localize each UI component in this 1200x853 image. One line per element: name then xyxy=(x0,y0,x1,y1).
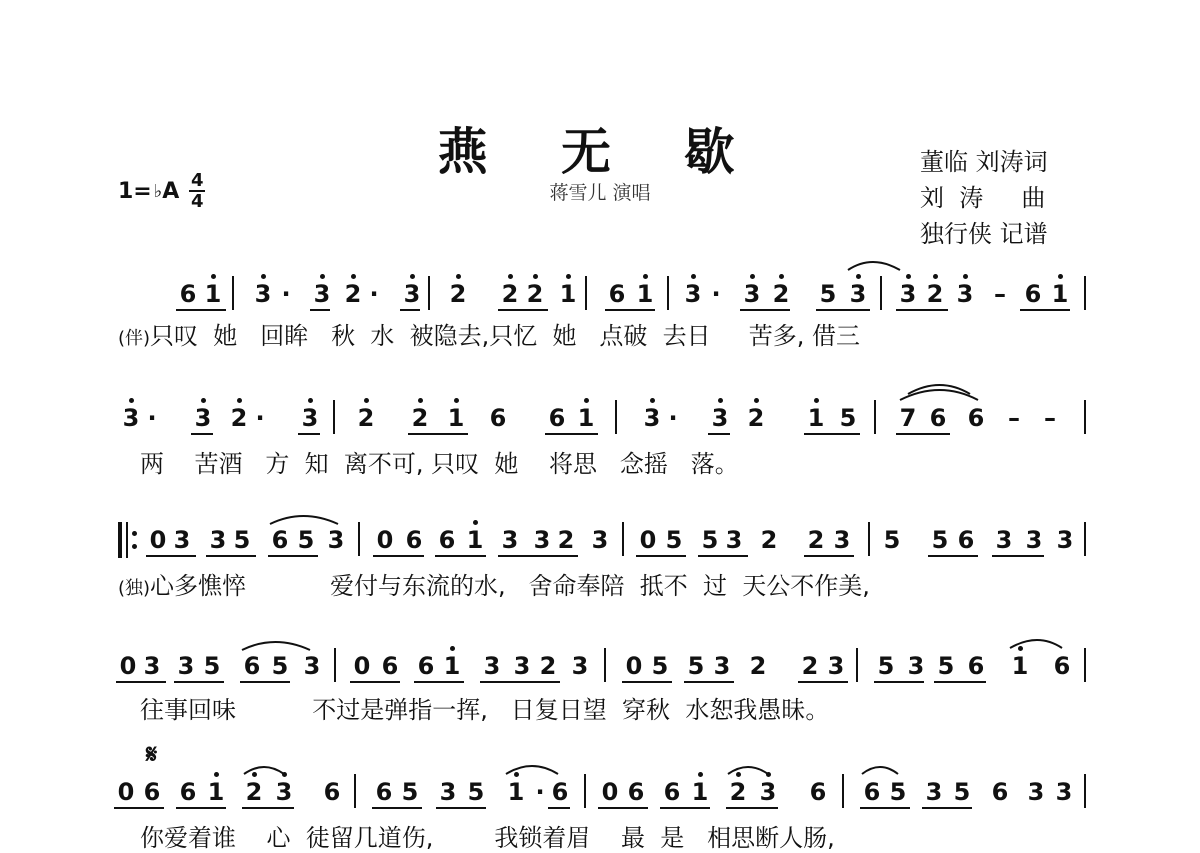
octave-dot xyxy=(698,772,703,777)
octave-dot xyxy=(814,398,819,403)
note: 5 xyxy=(651,652,669,680)
beam-underline xyxy=(804,555,854,557)
note: 5 xyxy=(271,652,289,680)
beam-underline xyxy=(510,681,560,683)
note: 3 xyxy=(327,526,345,554)
barline xyxy=(428,276,430,310)
note: 6 xyxy=(967,404,985,432)
note: 3 xyxy=(956,280,974,308)
octave-dot xyxy=(691,274,696,279)
note: 2 xyxy=(926,280,944,308)
note: 3 xyxy=(254,280,272,308)
note: 0 xyxy=(376,526,394,554)
beam-underline xyxy=(708,433,730,435)
octave-dot xyxy=(766,772,771,777)
barline xyxy=(1084,648,1086,682)
note: 6 xyxy=(323,778,341,806)
note: 6 xyxy=(381,652,399,680)
beam-underline xyxy=(816,309,870,311)
singer-credit: 蒋雪儿 演唱 xyxy=(549,182,651,204)
lyrics-text: 两 苦酒 方 知 离不可, 只叹 她 将思 念摇 落。 xyxy=(140,450,739,478)
note: · xyxy=(535,778,545,806)
beam-underline xyxy=(1020,309,1070,311)
octave-dot xyxy=(533,274,538,279)
beam-underline xyxy=(896,433,950,435)
note: 5 xyxy=(467,778,485,806)
barline xyxy=(880,276,882,310)
note: 2 xyxy=(411,404,429,432)
beam-underline xyxy=(684,681,734,683)
note: 0 xyxy=(117,778,135,806)
barline xyxy=(868,522,870,556)
note: 3 xyxy=(1027,778,1045,806)
note: 2 xyxy=(501,280,519,308)
note: 3 xyxy=(899,280,917,308)
octave-dot xyxy=(364,398,369,403)
note: 7 xyxy=(899,404,917,432)
note: 2 xyxy=(772,280,790,308)
note: 0 xyxy=(625,652,643,680)
note: 3 xyxy=(301,404,319,432)
note: · xyxy=(147,404,157,432)
beam-underline xyxy=(922,807,972,809)
repeat-sign-icon xyxy=(118,522,148,558)
note: 3 xyxy=(403,280,421,308)
note: 5 xyxy=(687,652,705,680)
beam-underline xyxy=(206,555,256,557)
octave-dot xyxy=(718,398,723,403)
time-top: 4 xyxy=(191,170,204,191)
note: 6 xyxy=(417,652,435,680)
octave-dot xyxy=(643,274,648,279)
lyricist-credit: 董临 刘涛词 xyxy=(920,148,1048,176)
time-signature xyxy=(189,172,205,210)
octave-dot xyxy=(418,398,423,403)
note: 6 xyxy=(627,778,645,806)
note: 6 xyxy=(375,778,393,806)
beam-underline xyxy=(726,807,778,809)
note: 3 xyxy=(194,404,212,432)
note: 2 xyxy=(747,404,765,432)
octave-dot xyxy=(320,274,325,279)
tie-arc xyxy=(728,767,768,774)
beam-underline xyxy=(874,681,924,683)
note: 6 xyxy=(929,404,947,432)
octave-dot xyxy=(963,274,968,279)
note: 5 xyxy=(937,652,955,680)
tie-arc xyxy=(848,262,900,270)
beam-underline xyxy=(740,309,790,311)
octave-dot xyxy=(933,274,938,279)
note: 5 xyxy=(665,526,683,554)
note: 1 xyxy=(559,280,577,308)
lyrics-text: 你爱着谁 心 徒留几道伤, 我锁着眉 最 是 相思断人肠, xyxy=(140,824,835,852)
octave-dot xyxy=(201,398,206,403)
beam-underline xyxy=(116,681,166,683)
lyrics-text: 往事回味 不过是弹指一挥, 日复日望 穿秋 水恕我愚昧。 xyxy=(140,696,830,724)
note: 3 xyxy=(439,778,457,806)
note: 6 xyxy=(809,778,827,806)
octave-dot xyxy=(454,398,459,403)
note: 3 xyxy=(1056,526,1074,554)
octave-dot xyxy=(282,772,287,777)
note: 2 xyxy=(357,404,375,432)
beam-underline xyxy=(605,309,655,311)
note: 2 xyxy=(344,280,362,308)
tie-arc xyxy=(244,767,284,774)
note: 5 xyxy=(889,778,907,806)
note: 3 xyxy=(513,652,531,680)
note: 2 xyxy=(230,404,248,432)
beam-underline xyxy=(804,433,860,435)
key-note: A xyxy=(162,178,180,204)
beam-underline xyxy=(934,681,986,683)
note: 3 xyxy=(313,280,331,308)
note: 3 xyxy=(591,526,609,554)
note: · xyxy=(255,404,265,432)
barline xyxy=(856,648,858,682)
note: 2 xyxy=(807,526,825,554)
song-title: 燕 无 歇 xyxy=(437,122,763,181)
octave-dot xyxy=(736,772,741,777)
note: 6 xyxy=(179,778,197,806)
beam-underline xyxy=(372,807,422,809)
beam-underline xyxy=(240,681,290,683)
barline xyxy=(334,648,336,682)
octave-dot xyxy=(410,274,415,279)
note: · xyxy=(668,404,678,432)
barline xyxy=(232,276,234,310)
note: 1 xyxy=(636,280,654,308)
beam-underline xyxy=(636,555,686,557)
octave-dot xyxy=(508,274,513,279)
lyrics-line xyxy=(118,316,860,351)
transcriber-credit: 独行侠 记谱 xyxy=(920,220,1048,248)
tie-arc xyxy=(862,767,898,774)
note: 6 xyxy=(663,778,681,806)
note: 6 xyxy=(863,778,881,806)
beam-underline xyxy=(896,309,948,311)
credits xyxy=(920,144,1048,252)
octave-dot xyxy=(906,274,911,279)
note: 1 xyxy=(1011,652,1029,680)
key-prefix: 1= xyxy=(118,178,152,204)
note: 3 xyxy=(275,778,293,806)
octave-dot xyxy=(566,274,571,279)
note: 2 xyxy=(729,778,747,806)
note: 5 xyxy=(839,404,857,432)
note: 5 xyxy=(233,526,251,554)
note: 0 xyxy=(149,526,167,554)
lyrics-text: 只叹 她 回眸 秋 水 被隐去,只忆 她 点破 去日 苦多, 借三 xyxy=(150,322,861,350)
octave-dot xyxy=(237,398,242,403)
lyrics-text: 心多憔悴 爱付与东流的水, 舍命奉陪 抵不 过 天公不作美, xyxy=(150,572,870,600)
barline xyxy=(584,774,586,808)
note: 1 xyxy=(207,778,225,806)
note: 3 xyxy=(849,280,867,308)
note: 3 xyxy=(173,526,191,554)
note: · xyxy=(369,280,379,308)
segno-icon: 𝄋 xyxy=(146,740,158,770)
note: 1 xyxy=(807,404,825,432)
beam-underline xyxy=(350,681,400,683)
note: 3 xyxy=(711,404,729,432)
note: – xyxy=(1008,404,1020,432)
beam-underline xyxy=(498,309,548,311)
octave-dot xyxy=(252,772,257,777)
note: 1 xyxy=(204,280,222,308)
note: 3 xyxy=(643,404,661,432)
beam-underline xyxy=(310,309,330,311)
note: 1 xyxy=(1051,280,1069,308)
note: 5 xyxy=(883,526,901,554)
note: 6 xyxy=(957,526,975,554)
beam-underline xyxy=(176,309,226,311)
note: 5 xyxy=(297,526,315,554)
note: 3 xyxy=(833,526,851,554)
note: 3 xyxy=(743,280,761,308)
note: · xyxy=(711,280,721,308)
beam-underline xyxy=(146,555,196,557)
tie-arc xyxy=(908,385,970,394)
note: 6 xyxy=(1024,280,1042,308)
note: 5 xyxy=(931,526,949,554)
note: 0 xyxy=(119,652,137,680)
note: 2 xyxy=(557,526,575,554)
note: 3 xyxy=(725,526,743,554)
beam-underline xyxy=(435,555,486,557)
note: 2 xyxy=(749,652,767,680)
tie-arc xyxy=(900,390,978,400)
note: 2 xyxy=(539,652,557,680)
beam-underline xyxy=(174,681,224,683)
note: 5 xyxy=(401,778,419,806)
barline xyxy=(1084,522,1086,556)
barline xyxy=(874,400,876,434)
beam-underline xyxy=(114,807,164,809)
note: – xyxy=(1044,404,1056,432)
octave-dot xyxy=(129,398,134,403)
note: 3 xyxy=(925,778,943,806)
note: 3 xyxy=(501,526,519,554)
note: 6 xyxy=(405,526,423,554)
note: – xyxy=(994,280,1006,308)
beam-underline xyxy=(660,807,710,809)
flat-icon: ♭ xyxy=(153,180,163,202)
lyrics-line xyxy=(140,444,739,479)
octave-dot xyxy=(584,398,589,403)
beam-underline xyxy=(176,807,226,809)
note: 6 xyxy=(179,280,197,308)
barline xyxy=(1084,400,1086,434)
key-signature xyxy=(118,172,205,210)
note: 3 xyxy=(995,526,1013,554)
octave-dot xyxy=(261,274,266,279)
beam-underline xyxy=(373,555,424,557)
note: 5 xyxy=(203,652,221,680)
beam-underline xyxy=(860,807,910,809)
beam-underline xyxy=(408,433,468,435)
octave-dot xyxy=(514,772,519,777)
beam-underline xyxy=(436,807,486,809)
note: 6 xyxy=(143,778,161,806)
note: 6 xyxy=(438,526,456,554)
beam-underline xyxy=(992,555,1044,557)
note: 6 xyxy=(551,778,569,806)
note: 6 xyxy=(1053,652,1071,680)
note: 2 xyxy=(449,280,467,308)
note: 1 xyxy=(443,652,461,680)
beam-underline xyxy=(698,555,748,557)
note: 2 xyxy=(526,280,544,308)
barline xyxy=(615,400,617,434)
lyrics-line xyxy=(140,818,835,853)
note: 3 xyxy=(533,526,551,554)
octave-dot xyxy=(214,772,219,777)
note: 2 xyxy=(801,652,819,680)
note: 6 xyxy=(243,652,261,680)
note: 3 xyxy=(122,404,140,432)
tie-arc xyxy=(242,642,310,650)
octave-dot xyxy=(473,520,478,525)
voice-tag: (伴) xyxy=(118,328,151,349)
barline xyxy=(1084,774,1086,808)
octave-dot xyxy=(1058,274,1063,279)
lyrics-line xyxy=(140,690,829,725)
note: · xyxy=(281,280,291,308)
beam-underline xyxy=(191,433,213,435)
note: 0 xyxy=(639,526,657,554)
octave-dot xyxy=(211,274,216,279)
note: 6 xyxy=(548,404,566,432)
note: 3 xyxy=(1025,526,1043,554)
note: 5 xyxy=(701,526,719,554)
beam-underline xyxy=(414,681,464,683)
beam-underline xyxy=(928,555,978,557)
beam-underline xyxy=(400,309,420,311)
time-bottom: 4 xyxy=(191,191,204,212)
note: 0 xyxy=(601,778,619,806)
octave-dot xyxy=(856,274,861,279)
note: 3 xyxy=(571,652,589,680)
octave-dot xyxy=(650,398,655,403)
note: 3 xyxy=(143,652,161,680)
octave-dot xyxy=(351,274,356,279)
barline xyxy=(358,522,360,556)
note: 1 xyxy=(507,778,525,806)
octave-dot xyxy=(1018,646,1023,651)
note: 2 xyxy=(760,526,778,554)
octave-dot xyxy=(779,274,784,279)
barline xyxy=(333,400,335,434)
note: 3 xyxy=(483,652,501,680)
beam-underline xyxy=(598,807,648,809)
beam-underline xyxy=(532,555,578,557)
octave-dot xyxy=(456,274,461,279)
beam-underline xyxy=(548,807,570,809)
note: 3 xyxy=(1055,778,1073,806)
note: 2 xyxy=(245,778,263,806)
beam-underline xyxy=(545,433,598,435)
note: 6 xyxy=(967,652,985,680)
octave-dot xyxy=(750,274,755,279)
barline xyxy=(667,276,669,310)
note: 3 xyxy=(827,652,845,680)
note: 3 xyxy=(177,652,195,680)
note: 3 xyxy=(759,778,777,806)
barline xyxy=(842,774,844,808)
beam-underline xyxy=(298,433,320,435)
octave-dot xyxy=(450,646,455,651)
note: 3 xyxy=(713,652,731,680)
octave-dot xyxy=(308,398,313,403)
barline xyxy=(585,276,587,310)
note: 6 xyxy=(608,280,626,308)
beam-underline xyxy=(622,681,672,683)
note: 5 xyxy=(819,280,837,308)
note: 5 xyxy=(877,652,895,680)
note: 1 xyxy=(577,404,595,432)
barline xyxy=(622,522,624,556)
composer-credit: 刘 涛 曲 xyxy=(920,184,1046,212)
note: 1 xyxy=(447,404,465,432)
barline xyxy=(354,774,356,808)
beam-underline xyxy=(242,807,294,809)
note: 3 xyxy=(303,652,321,680)
note: 6 xyxy=(991,778,1009,806)
lyrics-line xyxy=(118,566,870,601)
note: 5 xyxy=(953,778,971,806)
octave-dot xyxy=(754,398,759,403)
note: 3 xyxy=(209,526,227,554)
barline xyxy=(604,648,606,682)
note: 3 xyxy=(684,280,702,308)
note: 6 xyxy=(489,404,507,432)
tie-arc xyxy=(270,516,338,524)
note: 1 xyxy=(466,526,484,554)
beam-underline xyxy=(798,681,848,683)
note: 6 xyxy=(271,526,289,554)
note: 3 xyxy=(907,652,925,680)
note: 1 xyxy=(691,778,709,806)
barline xyxy=(1084,276,1086,310)
voice-tag: (独) xyxy=(118,578,151,599)
beam-underline xyxy=(268,555,318,557)
note: 0 xyxy=(353,652,371,680)
